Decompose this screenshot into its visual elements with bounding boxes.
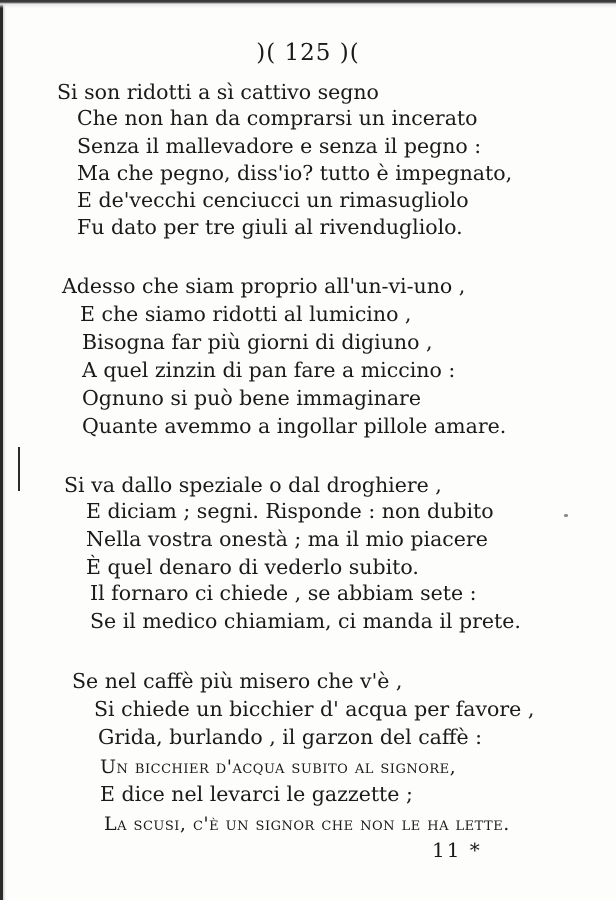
verse-line: E che siamo ridotti al lumicino , (80, 302, 412, 326)
verse-line: Ognuno si può bene immaginare (82, 386, 421, 410)
verse-line: Se il medico chiamiam, ci manda il prete. (90, 609, 521, 633)
verse-line: Senza il mallevadore e senza il pegno : (77, 134, 482, 158)
printer-signature-mark: 11 * (432, 838, 482, 862)
verse-line: E dice nel levarci le gazzette ; (100, 782, 413, 806)
verse-line: E de'vecchi cenciucci un rimasugliolo (77, 188, 469, 212)
verse-line: Adesso che siam proprio all'un-vi-uno , (62, 274, 466, 298)
ink-speck (564, 514, 568, 517)
verse-line: Se nel caffè più misero che v'è , (72, 669, 403, 693)
margin-mark (18, 447, 20, 491)
verse-line: Che non han da comprarsi un incerato (77, 106, 478, 130)
verse-line: Bisogna far più giorni di digiuno , (82, 330, 433, 354)
verse-line: Quante avemmo a ingollar pillole amare. (82, 414, 507, 438)
page-binding-edge (0, 0, 6, 900)
verse-line: Si chiede un bicchier d' acqua per favore , (94, 697, 535, 721)
verse-line-small-caps: Un bicchier d'acqua subito al signore, (100, 756, 457, 778)
verse-line: Il fornaro ci chiede , se abbiam sete : (90, 581, 477, 605)
page-top-edge (0, 0, 616, 8)
verse-line: Si va dallo speziale o dal droghiere , (64, 473, 442, 497)
verse-line-small-caps: La scusi, c'è un signor che non le ha lette. (104, 813, 510, 835)
verse-line: Grida, burlando , il garzon del caffè : (98, 725, 483, 749)
verse-line: Fu dato per tre giuli al rivendugliolo. (77, 215, 463, 239)
verse-line: E diciam ; segni. Risponde : non dubito (86, 499, 494, 523)
verse-line: Ma che pegno, diss'io? tutto è impegnato, (77, 161, 513, 185)
verse-line: Si son ridotti a sì cattivo segno (57, 80, 379, 104)
verse-line: Nella vostra onestà ; ma il mio piacere (86, 527, 488, 551)
verse-line: È quel denaro di vederlo subito. (86, 555, 419, 579)
page-number: )( 125 )( (256, 40, 360, 66)
verse-line: A quel zinzin di pan fare a miccino : (82, 358, 456, 382)
